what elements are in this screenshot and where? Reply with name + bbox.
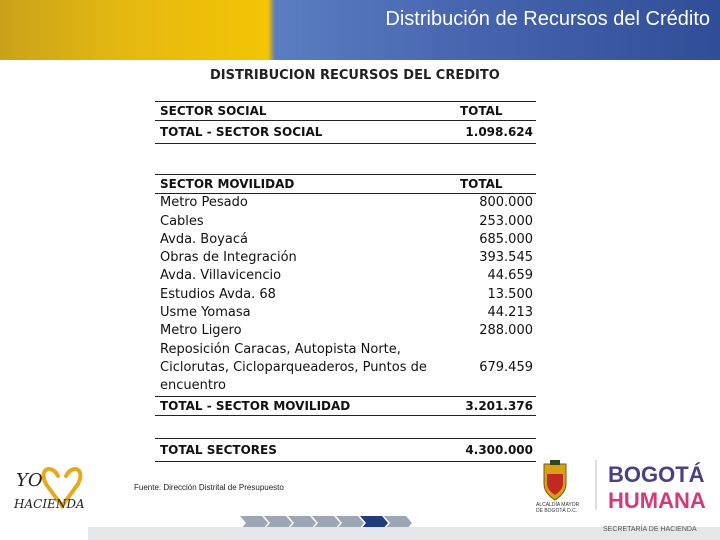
row-value: 44.213 [487, 305, 533, 321]
row-label: Avda. Villavicencio [160, 268, 282, 284]
table-row [155, 286, 536, 304]
row-value: 679.459 [479, 359, 533, 375]
hacienda-logo-text: HACIENDA [14, 497, 85, 511]
row-value: 253.000 [479, 213, 533, 229]
secretaria-label: SECRETARÍA DE HACIENDA [603, 526, 697, 533]
row-label: Obras de Integración [160, 250, 297, 266]
column-header-sector: SECTOR SOCIAL [160, 104, 267, 118]
table-row [155, 341, 536, 396]
table-row [155, 249, 536, 267]
row-label: Metro Ligero [160, 323, 242, 339]
source-note: Fuente: Dirección Distrital de Presupuesto [134, 483, 284, 492]
total-label: TOTAL - SECTOR SOCIAL [160, 125, 323, 140]
yo-hacienda-logo [12, 458, 92, 518]
total-row [155, 121, 536, 143]
table-header-row [155, 102, 536, 120]
sector-movilidad-table [155, 174, 536, 416]
bogota-wordmark: BOGOTÁ [608, 462, 705, 487]
row-label: Metro Pesado [160, 195, 248, 211]
bogota-logos [536, 454, 706, 514]
column-header-sector: SECTOR MOVILIDAD [160, 177, 295, 191]
row-label: Estudios Avda. 68 [160, 286, 276, 302]
total-value: 4.300.000 [465, 443, 533, 457]
humana-wordmark: HUMANA [608, 488, 706, 513]
column-header-total: TOTAL [460, 104, 503, 118]
row-value: 288.000 [479, 323, 533, 339]
row-value: 685.000 [479, 231, 533, 247]
table-row [155, 194, 536, 212]
alcaldia-line1: ALCALDÍA MAYOR [536, 502, 580, 508]
yo-logo-text: YO [16, 470, 43, 491]
total-row [155, 397, 536, 415]
table-row [155, 304, 536, 322]
header-banner [0, 0, 720, 60]
total-label: TOTAL - SECTOR MOVILIDAD [160, 398, 351, 413]
total-row [155, 439, 536, 461]
row-value: 44.659 [487, 268, 533, 284]
coat-of-arms-icon [544, 460, 566, 500]
row-value: 800.000 [479, 195, 533, 211]
table-header-row [155, 175, 536, 193]
table-row [155, 322, 536, 340]
total-value: 1.098.624 [465, 125, 533, 140]
row-value: 393.545 [479, 250, 533, 266]
sector-social-table [155, 101, 536, 144]
row-value: 13.500 [487, 286, 533, 302]
column-header-total: TOTAL [460, 177, 503, 191]
total-sectores-table [155, 438, 536, 462]
page-title: Distribución de Recursos del Crédito [385, 8, 710, 30]
row-label: Usme Yomasa [160, 305, 251, 321]
row-label: Avda. Boyacá [160, 231, 248, 247]
document-title: DISTRIBUCION RECURSOS DEL CREDITO [210, 68, 500, 83]
total-value: 3.201.376 [465, 398, 533, 413]
table-row [155, 213, 536, 231]
table-row [155, 267, 536, 285]
row-label: Reposición Caracas, Autopista Norte, Ciclorutas, Cicloparqueaderos, Puntos de encuentro [160, 341, 427, 394]
table-row [155, 231, 536, 249]
row-label: Cables [160, 213, 204, 229]
alcaldia-line2: DE BOGOTÁ D.C. [536, 508, 578, 514]
total-label: TOTAL SECTORES [160, 443, 277, 457]
